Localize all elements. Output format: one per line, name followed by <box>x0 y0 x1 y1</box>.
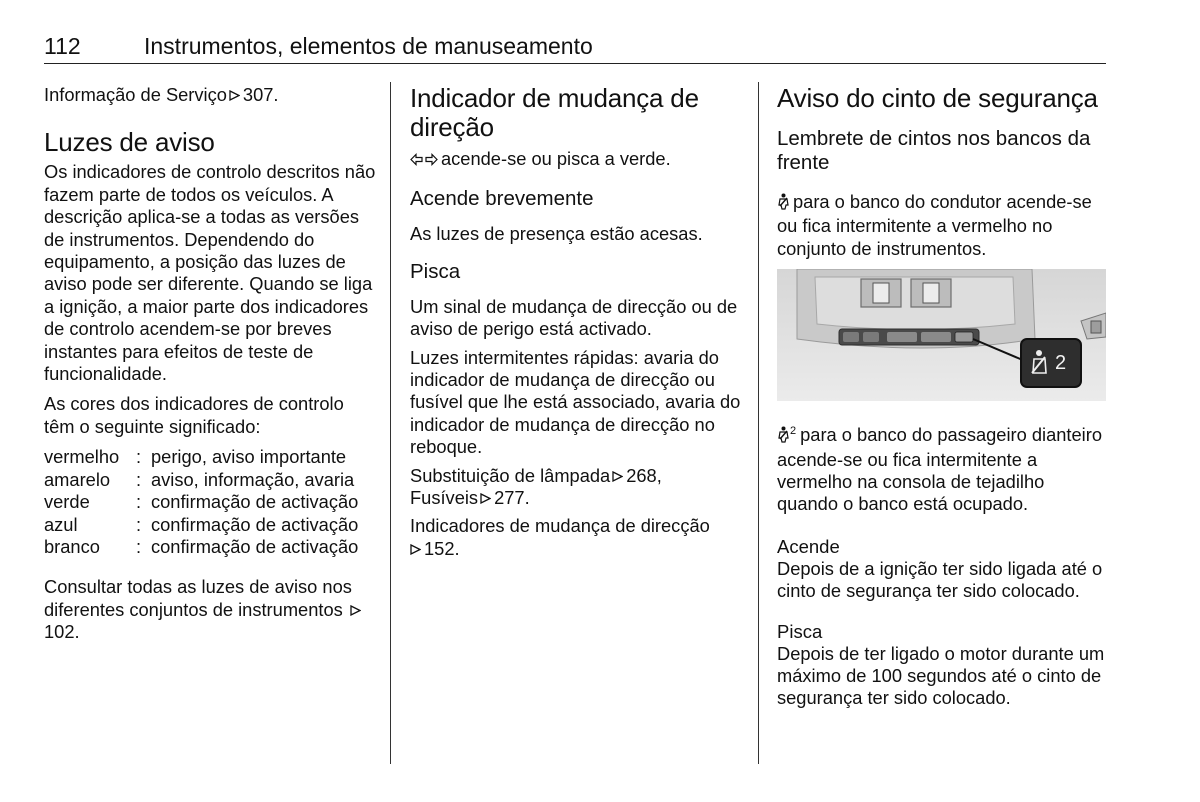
warning-lights-description: Os indicadores de controlo descritos não fazem parte de todos os veículos. A descrição aplica-se a todas as versões de instrumentos. Dependendo do equipamento, a posição das luzes de aviso pode ser diferente. Quando se liga a ignição, a maior parte dos indicadores de controlo acendem-se por breves instantes para efeitos de teste de funcionalidade. <box>44 161 376 385</box>
column-divider-1 <box>390 82 391 764</box>
service-info-ref[interactable]: Informação de Serviço 307. <box>44 84 279 105</box>
color-meaning-table <box>44 446 358 558</box>
colon: : <box>136 513 142 535</box>
table-row <box>44 514 358 536</box>
passenger-seatbelt-text: $^2$ para o banco do passageiro dianteiro acende-se ou fica intermitente a vermelho na consola de tejadilho quando o banco está ocupado. <box>777 424 1102 515</box>
color-meaning: perigo, aviso importante <box>151 446 347 468</box>
subheading-lights-briefly: Acende brevemente <box>410 187 594 211</box>
colon: : <box>136 535 142 557</box>
lights-text: Depois de a ignição ter sido ligada até o cinto de segurança ter sido colocado. <box>777 557 1103 602</box>
color-name: amarelo <box>44 468 111 490</box>
color-meaning: confirmação de activação <box>151 491 359 513</box>
subheading-lights: Acende <box>777 535 840 557</box>
colon: : <box>136 468 142 490</box>
lights-briefly-text: As luzes de presença estão acesas. <box>410 223 703 245</box>
subheading-flashes: Pisca <box>410 259 461 283</box>
page-title: Instrumentos, elementos de manuseamento <box>144 33 593 59</box>
page-header <box>44 33 1106 64</box>
turn-indicator-intro: acende-se ou pisca a verde. <box>410 148 746 171</box>
column-2 <box>410 84 746 560</box>
flashes-text-1: Um sinal de mudança de direcção ou de aviso de perigo está activado. <box>410 295 738 340</box>
section-heading-turn-indicator: Indicador de mudança de direção <box>410 83 699 142</box>
section-heading-seatbelt-warning: Aviso do cinto de segurança <box>777 83 1098 113</box>
section-heading-warning-lights: Luzes de aviso <box>44 127 215 158</box>
color-name: branco <box>44 535 100 557</box>
driver-seatbelt-text: para o banco do condutor acende-se ou fica intermitente a vermelho no conjunto de instrumentos. <box>777 191 1092 259</box>
seatbelt-icon <box>777 193 790 215</box>
passenger-superscript: 2 <box>790 425 797 437</box>
colon: : <box>136 491 142 513</box>
column-3 <box>777 84 1109 260</box>
flashes-seatbelt-text: Depois de ter ligado o motor durante um máximo de 100 segundos até o cinto de segurança ter sido colocado. <box>777 642 1105 709</box>
color-name: verde <box>44 491 90 513</box>
color-meaning: aviso, informação, avaria <box>151 468 355 490</box>
passenger-seatbelt-icon <box>777 426 790 448</box>
page-reference-icon <box>350 605 361 616</box>
column-1 <box>44 84 378 644</box>
color-meaning: confirmação de activação <box>151 535 359 557</box>
bulb-replacement-ref[interactable]: Substituição de lâmpada 268, <box>410 464 662 486</box>
table-row <box>44 469 358 491</box>
table-row <box>44 536 358 558</box>
color-name: azul <box>44 513 78 535</box>
subheading-flashes-seatbelt: Pisca <box>777 620 823 642</box>
fuses-ref[interactable]: Fusíveis 277. <box>410 487 530 509</box>
color-meaning: confirmação de activação <box>151 513 359 535</box>
overhead-console-image <box>777 269 1106 401</box>
column-3-lower <box>777 420 1109 710</box>
page-reference-icon <box>410 544 421 555</box>
flashes-text-2: Luzes intermitentes rápidas: avaria do indicador de mudança de direcção ou fusível que lhe está associado, avaria do indicador de mudança de direcção no reboque. <box>410 346 741 458</box>
page-reference-icon <box>612 471 623 482</box>
bulb-fuse-refs <box>410 465 746 510</box>
table-row <box>44 491 358 513</box>
color-name: vermelho <box>44 446 120 468</box>
image-label: 2 <box>1055 352 1067 374</box>
column-divider-2 <box>758 82 759 764</box>
colon: : <box>136 446 142 468</box>
turn-arrows-icon <box>410 149 438 171</box>
table-row <box>44 446 358 468</box>
page-reference-icon <box>480 493 491 504</box>
subheading-front-seat-reminder: Lembrete de cintos nos bancos da frente <box>777 127 1091 174</box>
page-number: 112 <box>44 33 81 59</box>
colors-intro: As cores dos indicadores de controlo têm o seguinte significado: <box>44 393 344 437</box>
turn-indicators-ref[interactable]: Indicadores de mudança de direcção 152. <box>410 515 710 559</box>
consult-warning-lights-ref[interactable]: Consultar todas as luzes de aviso nos diferentes conjuntos de instrumentos 102. <box>44 576 378 643</box>
page-reference-icon <box>229 90 240 101</box>
